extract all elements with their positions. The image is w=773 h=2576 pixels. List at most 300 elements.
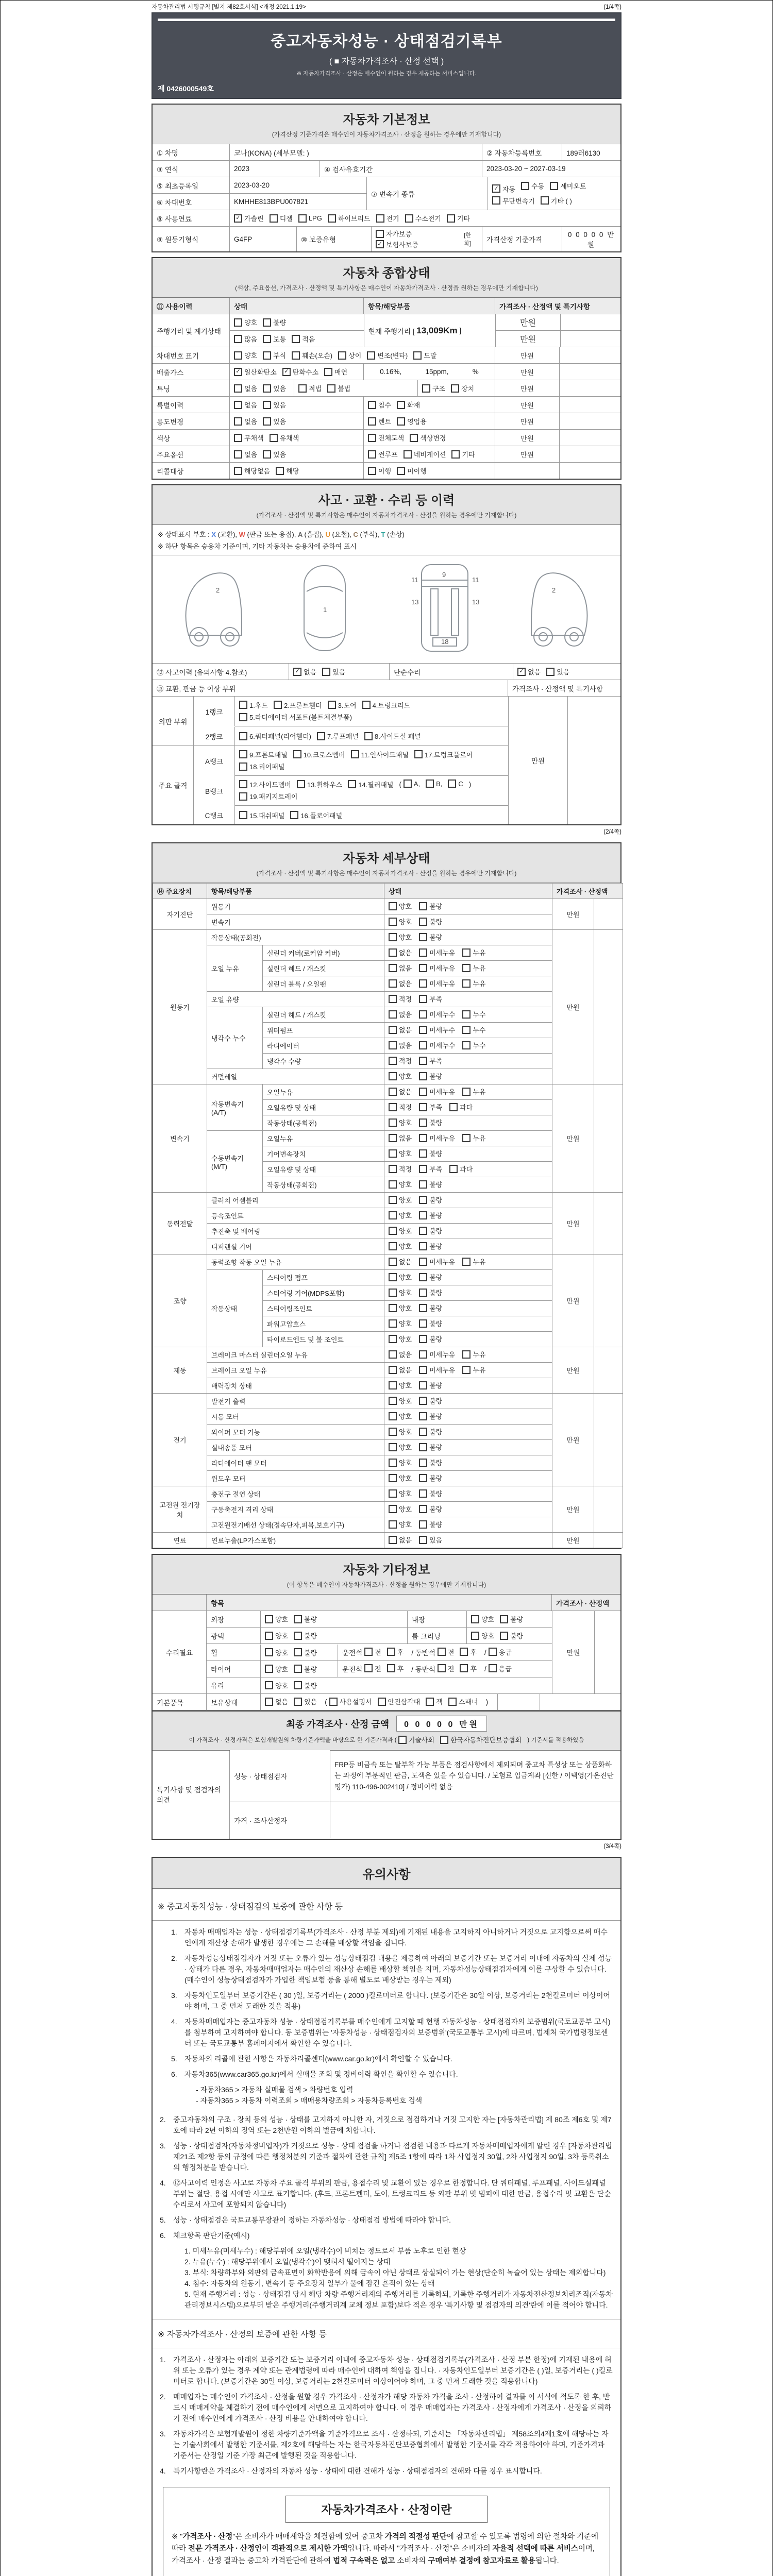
checkbox-없음[interactable] [389,947,412,957]
checkbox-box[interactable] [239,732,247,740]
checkbox-box[interactable] [419,1412,427,1420]
checkbox-box[interactable] [265,1632,273,1640]
checkbox-box[interactable] [387,1664,395,1672]
checkbox-16.플로어패널[interactable] [290,810,342,820]
checkbox-box[interactable] [419,1227,427,1235]
checkbox-불량[interactable] [419,901,442,911]
checkbox-box[interactable] [389,1103,397,1111]
checkbox-과다[interactable] [449,1164,473,1174]
checkbox-box[interactable] [419,1381,427,1389]
checkbox-9.프론트패널[interactable] [239,750,288,759]
checkbox-box[interactable] [239,792,247,801]
checkbox-box[interactable] [438,1648,446,1656]
checkbox-box[interactable] [389,933,397,941]
checkbox-box[interactable] [298,214,307,223]
checkbox-box[interactable] [324,368,332,376]
checkbox-box[interactable] [389,1134,397,1142]
checkbox-불량[interactable] [419,1226,442,1235]
checkbox-box[interactable] [462,964,470,972]
checkbox-box[interactable] [294,1665,302,1673]
checkbox-box[interactable] [419,1165,427,1173]
checkbox-렌트[interactable] [368,416,391,426]
checkbox-box[interactable] [419,1134,427,1142]
checkbox-있음[interactable] [546,667,569,676]
checkbox-box[interactable] [368,434,376,442]
checkbox-box[interactable] [448,779,456,788]
checkbox-양호[interactable] [265,1664,288,1674]
checkbox-양호[interactable] [389,932,412,942]
checkbox-box[interactable] [234,384,242,393]
checkbox-box[interactable] [338,351,346,360]
checkbox-13.휠하우스[interactable] [297,779,342,789]
checkbox-응급[interactable] [489,1664,512,1673]
checkbox-box[interactable] [265,1681,273,1689]
checkbox-box[interactable] [397,401,405,409]
checkbox-한국자동차진단보증협회[interactable] [440,1735,522,1744]
checkbox-양호[interactable] [389,1318,412,1328]
checkbox-box[interactable] [234,401,242,409]
checkbox-미세누수[interactable] [419,1040,455,1050]
checkbox-box[interactable] [234,450,242,459]
checkbox-box[interactable] [368,467,376,475]
checkbox-적정[interactable] [389,1102,412,1112]
checkbox-없음[interactable] [389,1257,412,1266]
checkbox-box[interactable] [419,1489,427,1498]
checkbox-자가보증[interactable] [376,229,412,239]
checkbox-box[interactable] [419,1026,427,1034]
checkbox-box[interactable] [389,1536,397,1544]
checkbox-box[interactable] [404,450,412,459]
checkbox-불량[interactable] [294,1648,317,1657]
checkbox-box[interactable] [364,732,373,740]
checkbox-box[interactable] [389,1459,397,1467]
checkbox-매연[interactable] [324,367,347,377]
checkbox-썬루프[interactable] [368,449,398,459]
checkbox-3.도어[interactable] [328,700,357,710]
checkbox-box[interactable]: ✓ [492,184,500,193]
checkbox-box[interactable] [419,902,427,910]
checkbox-기타 ( )[interactable] [541,196,572,206]
checkbox-box[interactable] [263,335,271,343]
checkbox-없음[interactable] [517,667,541,676]
checkbox-box[interactable] [389,902,397,910]
checkbox-box[interactable] [521,182,529,190]
checkbox-양호[interactable] [389,1519,412,1529]
checkbox-누유[interactable] [462,963,485,973]
checkbox-box[interactable] [389,1489,397,1498]
checkbox-양호[interactable] [389,1210,412,1220]
checkbox-14.필러패널[interactable] [348,779,393,789]
checkbox-영업용[interactable] [397,416,427,426]
checkbox-적정[interactable] [389,994,412,1004]
checkbox-있음[interactable] [294,1697,317,1706]
checkbox-box[interactable] [389,1381,397,1389]
checkbox-box[interactable] [389,1026,397,1034]
checkbox-box[interactable] [362,701,371,709]
checkbox-box[interactable] [389,948,397,957]
checkbox-불량[interactable] [419,1411,442,1421]
checkbox-후[interactable] [387,1664,404,1673]
checkbox-기타[interactable] [451,449,475,459]
checkbox-미세누유[interactable] [419,1365,455,1375]
checkbox-box[interactable] [328,214,336,223]
checkbox-17.트렁크플로어[interactable] [414,750,473,759]
checkbox-훼손(오손)[interactable] [292,350,332,360]
checkbox-스패너[interactable] [448,1697,478,1706]
checkbox-양호[interactable] [265,1631,288,1640]
checkbox-미세누수[interactable] [419,1009,455,1019]
checkbox-수소전기[interactable] [405,213,441,223]
checkbox-변조(변타)[interactable] [367,350,408,360]
checkbox-양호[interactable] [389,1442,412,1452]
checkbox-box[interactable] [397,417,405,426]
checkbox-적음[interactable] [292,334,315,344]
checkbox-불량[interactable] [294,1681,317,1690]
checkbox-box[interactable] [419,1010,427,1019]
checkbox-후[interactable] [387,1647,404,1657]
checkbox-부족[interactable] [419,1056,442,1065]
checkbox-불량[interactable] [419,1318,442,1328]
checkbox-box[interactable] [389,1273,397,1281]
checkbox-box[interactable] [397,467,405,475]
checkbox-19.패키지트레이[interactable] [239,791,297,801]
checkbox-불량[interactable] [500,1631,523,1640]
checkbox-적정[interactable] [389,1164,412,1174]
checkbox-양호[interactable] [389,1427,412,1436]
checkbox-box[interactable] [449,1103,458,1111]
checkbox-양호[interactable] [234,350,257,360]
checkbox-box[interactable] [410,434,418,442]
checkbox-해당[interactable] [276,466,299,476]
checkbox-box[interactable] [449,1165,458,1173]
checkbox-box[interactable] [419,1520,427,1529]
checkbox-미이행[interactable] [397,466,427,476]
checkbox-box[interactable] [376,230,384,238]
checkbox-box[interactable] [419,1304,427,1312]
checkbox-box[interactable] [263,450,271,459]
checkbox-box[interactable] [451,384,459,393]
checkbox-없음[interactable] [389,978,412,988]
checkbox-누유[interactable] [462,1349,485,1359]
checkbox-양호[interactable] [389,1071,412,1081]
checkbox-box[interactable] [274,701,282,709]
checkbox-box[interactable] [462,1026,470,1034]
checkbox-box[interactable] [263,318,271,327]
checkbox-box[interactable] [263,417,271,426]
checkbox-box[interactable] [419,918,427,926]
checkbox-box[interactable] [348,780,356,788]
checkbox-없음[interactable] [389,1009,412,1019]
checkbox-box[interactable] [368,450,376,459]
checkbox-없음[interactable] [234,449,257,459]
checkbox-box[interactable] [329,1698,338,1706]
checkbox-B,[interactable] [426,779,442,788]
checkbox-box[interactable] [389,1304,397,1312]
checkbox-box[interactable] [422,384,430,393]
checkbox-10.크로스멤버[interactable] [293,750,345,759]
checkbox-box[interactable] [389,1196,397,1204]
checkbox-box[interactable] [419,948,427,957]
checkbox-잭[interactable] [426,1697,443,1706]
checkbox-box[interactable] [419,1196,427,1204]
checkbox-양호[interactable] [265,1648,288,1657]
checkbox-box[interactable] [294,1632,302,1640]
checkbox-양호[interactable] [389,1287,412,1297]
checkbox-A,[interactable] [404,779,420,788]
checkbox-보통[interactable] [263,334,286,344]
checkbox-box[interactable] [389,1041,397,1049]
checkbox-11.인사이드패널[interactable] [351,750,409,759]
checkbox-없음[interactable] [389,1535,412,1545]
checkbox-C[interactable] [448,779,463,788]
checkbox-후[interactable] [460,1647,477,1657]
checkbox-6.쿼터패널(리어휀더)[interactable] [239,731,311,741]
checkbox-box[interactable] [389,1412,397,1420]
checkbox-box[interactable] [389,1350,397,1359]
checkbox-box[interactable] [294,1698,302,1706]
checkbox-불량[interactable] [419,917,442,926]
checkbox-box[interactable] [389,918,397,926]
checkbox-box[interactable] [263,351,271,360]
checkbox-불량[interactable] [419,1148,442,1158]
checkbox-box[interactable] [462,1041,470,1049]
checkbox-box[interactable] [426,779,434,788]
checkbox-box[interactable] [550,182,558,190]
checkbox-미세누유[interactable] [419,1133,455,1143]
checkbox-양호[interactable] [389,1334,412,1344]
checkbox-누유[interactable] [462,1257,485,1266]
checkbox-LPG[interactable] [298,214,322,223]
checkbox-box[interactable] [234,351,242,360]
checkbox-box[interactable] [234,417,242,426]
checkbox-box[interactable] [367,351,375,360]
checkbox-box[interactable] [265,1615,273,1623]
checkbox-없음[interactable] [234,400,257,410]
checkbox-무채색[interactable] [234,433,264,443]
checkbox-box[interactable] [389,1227,397,1235]
checkbox-5.라디에이터 서포트(볼트체결부품)[interactable] [239,712,352,722]
checkbox-없음[interactable] [389,1087,412,1096]
checkbox-box[interactable] [294,1648,302,1656]
checkbox-있음[interactable] [419,1535,442,1545]
checkbox-box[interactable] [389,1057,397,1065]
checkbox-불량[interactable] [419,1071,442,1081]
checkbox-box[interactable] [293,750,301,758]
checkbox-양호[interactable] [389,1179,412,1189]
checkbox-양호[interactable] [234,317,257,327]
checkbox-box[interactable] [263,401,271,409]
checkbox-불량[interactable] [263,317,286,327]
checkbox-box[interactable] [460,1648,468,1656]
checkbox-도말[interactable] [413,350,436,360]
checkbox-양호[interactable] [389,1504,412,1514]
checkbox-box[interactable] [389,1149,397,1158]
checkbox-box[interactable]: ✓ [376,240,384,248]
checkbox-불량[interactable] [419,1442,442,1452]
checkbox-양호[interactable] [389,901,412,911]
checkbox-전[interactable] [364,1664,381,1673]
checkbox-이행[interactable] [368,466,391,476]
checkbox-양호[interactable] [389,1396,412,1405]
checkbox-box[interactable] [419,1319,427,1328]
checkbox-없음[interactable] [389,963,412,973]
checkbox-box[interactable] [419,1289,427,1297]
checkbox-box[interactable] [404,779,412,788]
checkbox-box[interactable] [500,1632,508,1640]
checkbox-box[interactable] [239,811,247,819]
checkbox-box[interactable] [462,979,470,988]
checkbox-box[interactable] [438,1664,446,1672]
checkbox-없음[interactable] [234,383,257,393]
checkbox-box[interactable] [389,1180,397,1189]
checkbox-불량[interactable] [419,1195,442,1205]
checkbox-화재[interactable] [397,400,420,410]
checkbox-후[interactable] [460,1664,477,1673]
checkbox-box[interactable] [389,1319,397,1328]
checkbox-양호[interactable] [265,1614,288,1624]
checkbox-box[interactable] [322,668,330,676]
checkbox-box[interactable] [389,1165,397,1173]
checkbox-box[interactable] [419,1088,427,1096]
checkbox-box[interactable] [290,811,298,819]
checkbox-box[interactable] [419,1180,427,1189]
checkbox-적정[interactable] [389,1056,412,1065]
checkbox-네비게이션[interactable] [404,449,446,459]
checkbox-box[interactable] [389,1010,397,1019]
checkbox-기타[interactable] [447,213,470,223]
checkbox-box[interactable] [419,1242,427,1250]
checkbox-box[interactable] [239,701,247,709]
checkbox-미세누유[interactable] [419,1087,455,1096]
checkbox-box[interactable] [378,1698,386,1706]
checkbox-box[interactable] [500,1615,508,1623]
checkbox-box[interactable] [462,1258,470,1266]
checkbox-box[interactable] [419,1428,427,1436]
checkbox-box[interactable] [451,450,460,459]
checkbox-box[interactable] [239,762,247,771]
checkbox-불량[interactable] [419,1473,442,1483]
checkbox-응급[interactable] [489,1647,512,1657]
checkbox-가솔린[interactable] [234,213,264,223]
checkbox-불량[interactable] [419,1380,442,1390]
checkbox-양호[interactable] [389,1272,412,1282]
checkbox-양호[interactable] [389,1148,412,1158]
checkbox-box[interactable] [389,1520,397,1529]
checkbox-양호[interactable] [389,1411,412,1421]
checkbox-box[interactable]: ✓ [234,368,242,376]
checkbox-box[interactable] [294,1681,302,1689]
checkbox-box[interactable] [389,1118,397,1127]
checkbox-box[interactable] [298,384,307,393]
checkbox-box[interactable] [489,1664,497,1672]
checkbox-box[interactable] [389,1211,397,1219]
checkbox-box[interactable]: ✓ [293,668,301,676]
checkbox-전체도색[interactable] [368,433,404,443]
checkbox-4.트렁크리드[interactable] [362,700,411,710]
checkbox-양호[interactable] [389,1195,412,1205]
checkbox-불량[interactable] [419,1519,442,1529]
checkbox-없음[interactable] [389,1349,412,1359]
checkbox-box[interactable] [419,1366,427,1374]
checkbox-box[interactable] [419,1459,427,1467]
checkbox-누유[interactable] [462,1365,485,1375]
checkbox-box[interactable] [317,732,325,740]
checkbox-box[interactable] [387,1648,395,1656]
checkbox-box[interactable] [419,1335,427,1343]
checkbox-box[interactable]: ✓ [517,668,526,676]
checkbox-해당없음[interactable] [234,466,270,476]
checkbox-사용설명서[interactable] [329,1697,372,1706]
checkbox-box[interactable] [462,1010,470,1019]
checkbox-전[interactable] [438,1664,455,1673]
checkbox-불량[interactable] [419,932,442,942]
checkbox-탄화수소[interactable] [282,367,318,377]
checkbox-box[interactable] [419,1474,427,1482]
checkbox-불량[interactable] [419,1396,442,1405]
checkbox-미세누수[interactable] [419,1025,455,1035]
checkbox-box[interactable] [419,964,427,972]
checkbox-없음[interactable] [389,1040,412,1050]
checkbox-수동[interactable] [521,181,544,191]
checkbox-box[interactable] [389,1397,397,1405]
checkbox-불량[interactable] [294,1614,317,1624]
checkbox-box[interactable] [462,948,470,957]
checkbox-box[interactable] [419,1072,427,1080]
checkbox-안전삼각대[interactable] [378,1697,421,1706]
checkbox-box[interactable] [419,1536,427,1544]
checkbox-누수[interactable] [462,1040,485,1050]
checkbox-box[interactable] [389,964,397,972]
checkbox-불량[interactable] [419,1179,442,1189]
checkbox-적법[interactable] [298,383,322,393]
checkbox-부족[interactable] [419,1164,442,1174]
checkbox-없음[interactable] [389,1365,412,1375]
checkbox-box[interactable] [351,750,359,758]
checkbox-box[interactable] [462,1350,470,1359]
checkbox-보험사보증[interactable] [376,240,418,249]
checkbox-box[interactable] [368,417,376,426]
checkbox-없음[interactable] [389,1133,412,1143]
checkbox-box[interactable] [389,979,397,988]
checkbox-box[interactable] [414,750,423,758]
checkbox-box[interactable] [234,434,242,442]
checkbox-box[interactable] [327,384,335,393]
checkbox-양호[interactable] [389,1380,412,1390]
checkbox-전[interactable] [438,1647,455,1657]
checkbox-불량[interactable] [419,1334,442,1344]
checkbox-box[interactable] [389,1088,397,1096]
checkbox-box[interactable] [419,1350,427,1359]
checkbox-양호[interactable] [389,1303,412,1313]
checkbox-불량[interactable] [419,1272,442,1282]
checkbox-무단변속기[interactable] [492,196,535,206]
checkbox-box[interactable] [297,780,305,788]
checkbox-box[interactable] [448,1698,457,1706]
checkbox-불법[interactable] [327,383,350,393]
checkbox-미세누유[interactable] [419,978,455,988]
checkbox-box[interactable] [265,1648,273,1656]
checkbox-장치[interactable] [451,383,474,393]
checkbox-미세누유[interactable] [419,947,455,957]
checkbox-양호[interactable] [389,1226,412,1235]
checkbox-box[interactable] [364,1664,373,1672]
checkbox-있음[interactable] [263,416,286,426]
checkbox-부족[interactable] [419,1102,442,1112]
checkbox-box[interactable] [440,1736,448,1744]
checkbox-불량[interactable] [294,1664,317,1674]
checkbox-box[interactable]: ✓ [234,214,242,223]
checkbox-box[interactable] [270,434,278,442]
